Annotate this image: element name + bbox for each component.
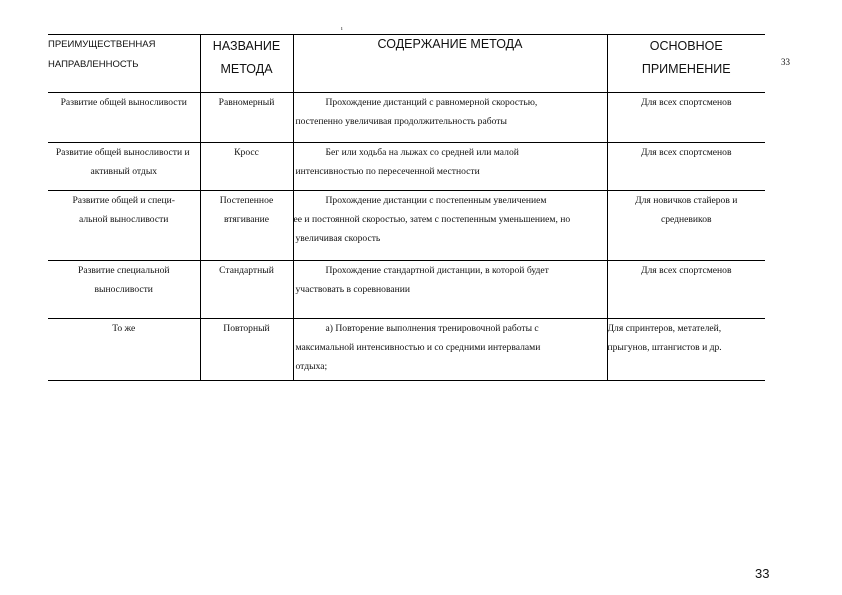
cell-line: активный отдых (90, 166, 158, 177)
training-methods-table (48, 34, 765, 381)
footer-page-number: 33 (755, 566, 770, 581)
cell-line: Развитие общей выносливости (60, 97, 187, 108)
cell-line: постепенно увеличивая продолжительность работы (295, 116, 507, 127)
cell-method (200, 261, 293, 319)
cell-method (200, 319, 293, 381)
table-row (48, 191, 765, 261)
cell-application (607, 191, 765, 261)
cell-line: Развитие общей и специ- (72, 195, 176, 206)
cell-line: Для спринтеров, метателей, (607, 323, 722, 334)
table-row (48, 143, 765, 191)
cell-line: отдыха; (295, 361, 328, 372)
cell-line: интенсивностью по пересеченной местности (295, 166, 480, 177)
header-method-line: НАЗВАНИЕ (212, 39, 281, 53)
cell-line: Равномерный (218, 97, 275, 108)
cell-direction (48, 261, 200, 319)
cell-content (293, 319, 607, 381)
cell-line: Бег или ходьба на лыжах со средней или малой (325, 147, 519, 158)
table-header-row (48, 35, 765, 93)
cell-content (293, 191, 607, 261)
cell-line: участвовать в соревновании (295, 284, 411, 295)
cell-application (607, 319, 765, 381)
cell-line: втягивание (223, 214, 270, 225)
cell-line: Повторный (223, 323, 270, 334)
cell-line: То же (112, 323, 136, 334)
cell-line: Постепенное (219, 195, 274, 206)
header-tick-mark: ı (341, 26, 343, 32)
cell-application (607, 143, 765, 191)
cell-method (200, 191, 293, 261)
cell-line: увеличивая скорость (295, 233, 381, 244)
table-row (48, 93, 765, 143)
header-application-line: ПРИМЕНЕНИЕ (641, 62, 731, 76)
header-method-content (293, 35, 607, 93)
header-direction-line: ПРЕИМУЩЕСТВЕННАЯ (48, 39, 156, 50)
cell-line: Развитие общей выносливости и (55, 147, 190, 158)
header-application-line: ОСНОВНОЕ (649, 39, 723, 53)
table-row (48, 319, 765, 381)
cell-line: Для всех спортсменов (640, 97, 732, 108)
header-method-name (200, 35, 293, 93)
cell-line: Прохождение стандартной дистанции, в которой будет (325, 265, 549, 276)
cell-direction (48, 191, 200, 261)
cell-line: средневиков (660, 214, 712, 225)
cell-line: Прохождение дистанции с постепенным увеличением (325, 195, 547, 206)
cell-line: выносливости (94, 284, 153, 295)
cell-content (293, 143, 607, 191)
cell-line: Развитие специальной (77, 265, 170, 276)
cell-content (293, 93, 607, 143)
cell-line: Кросс (234, 147, 259, 158)
header-direction (48, 35, 200, 93)
cell-method (200, 93, 293, 143)
cell-line: максимальной интенсивностью и со средними интервалами (295, 342, 541, 353)
cell-direction (48, 143, 200, 191)
cell-line: Для всех спортсменов (640, 265, 732, 276)
cell-method (200, 143, 293, 191)
header-direction-line: НАПРАВЛЕННОСТЬ (48, 59, 139, 70)
header-application (607, 35, 765, 93)
cell-line: альной выносливости (79, 214, 169, 225)
cell-content (293, 261, 607, 319)
side-page-number: 33 (781, 57, 790, 67)
cell-application (607, 261, 765, 319)
header-content-line: СОДЕРЖАНИЕ МЕТОДА (377, 37, 523, 51)
cell-application (607, 93, 765, 143)
cell-line: Для новичков стайеров и (635, 195, 738, 206)
cell-line: Прохождение дистанций с равномерной скоростью, (325, 97, 538, 108)
cell-line: Стандартный (219, 265, 274, 276)
cell-direction (48, 93, 200, 143)
cell-direction (48, 319, 200, 381)
table-row (48, 261, 765, 319)
cell-line: прыгунов, штангистов и др. (607, 342, 722, 353)
cell-line: а) Повторение выполнения тренировочной работы с (325, 323, 539, 334)
cell-line: ее и постоянной скоростью, затем с постепенным уменьшением, но (293, 214, 571, 225)
header-method-line: МЕТОДА (220, 62, 273, 76)
cell-line: Для всех спортсменов (640, 147, 732, 158)
